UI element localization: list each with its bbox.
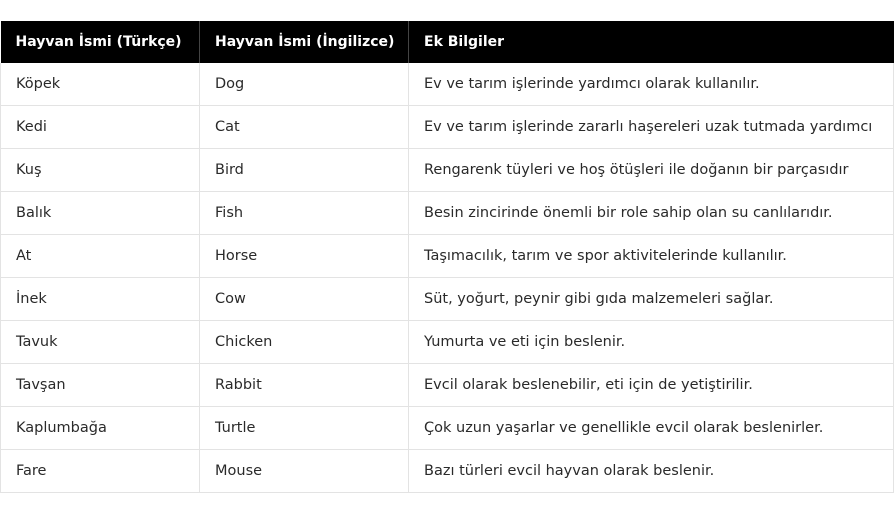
cell-additional-info: Ev ve tarım işlerinde yardımcı olarak kullanılır. [409,63,894,106]
table-body [1,63,894,493]
cell-additional-info: Ev ve tarım işlerinde zararlı haşereleri uzak tutmada yardımcı [409,106,894,149]
cell-turkish-name: Kuş [1,149,200,192]
cell-additional-info: Besin zincirinde önemli bir role sahip olan su canlılarıdır. [409,192,894,235]
cell-english-name: Turtle [200,407,409,450]
cell-additional-info: Rengarenk tüyleri ve hoş ötüşleri ile doğanın bir parçasıdır [409,149,894,192]
header-row [1,21,894,63]
table-row [1,149,894,192]
cell-english-name: Fish [200,192,409,235]
cell-english-name: Cow [200,278,409,321]
cell-english-name: Chicken [200,321,409,364]
cell-turkish-name: Tavuk [1,321,200,364]
cell-turkish-name: Kaplumbağa [1,407,200,450]
cell-turkish-name: Köpek [1,63,200,106]
table-row [1,235,894,278]
animal-table-container [0,21,893,493]
table-row [1,106,894,149]
cell-turkish-name: İnek [1,278,200,321]
cell-english-name: Mouse [200,450,409,493]
animal-table [0,21,894,493]
cell-english-name: Dog [200,63,409,106]
cell-turkish-name: Balık [1,192,200,235]
cell-additional-info: Yumurta ve eti için beslenir. [409,321,894,364]
cell-additional-info: Taşımacılık, tarım ve spor aktivitelerinde kullanılır. [409,235,894,278]
cell-additional-info: Bazı türleri evcil hayvan olarak beslenir. [409,450,894,493]
table-row [1,278,894,321]
header-turkish-name: Hayvan İsmi (Türkçe) [1,21,200,63]
cell-english-name: Cat [200,106,409,149]
cell-turkish-name: Kedi [1,106,200,149]
table-row [1,450,894,493]
cell-additional-info: Süt, yoğurt, peynir gibi gıda malzemeleri sağlar. [409,278,894,321]
header-english-name: Hayvan İsmi (İngilizce) [200,21,409,63]
cell-english-name: Rabbit [200,364,409,407]
cell-english-name: Bird [200,149,409,192]
cell-turkish-name: Tavşan [1,364,200,407]
table-row [1,63,894,106]
cell-additional-info: Çok uzun yaşarlar ve genellikle evcil olarak beslenirler. [409,407,894,450]
table-row [1,321,894,364]
cell-english-name: Horse [200,235,409,278]
table-header [1,21,894,63]
header-additional-info: Ek Bilgiler [409,21,894,63]
cell-additional-info: Evcil olarak beslenebilir, eti için de yetiştirilir. [409,364,894,407]
table-row [1,407,894,450]
cell-turkish-name: At [1,235,200,278]
table-row [1,364,894,407]
cell-turkish-name: Fare [1,450,200,493]
table-row [1,192,894,235]
